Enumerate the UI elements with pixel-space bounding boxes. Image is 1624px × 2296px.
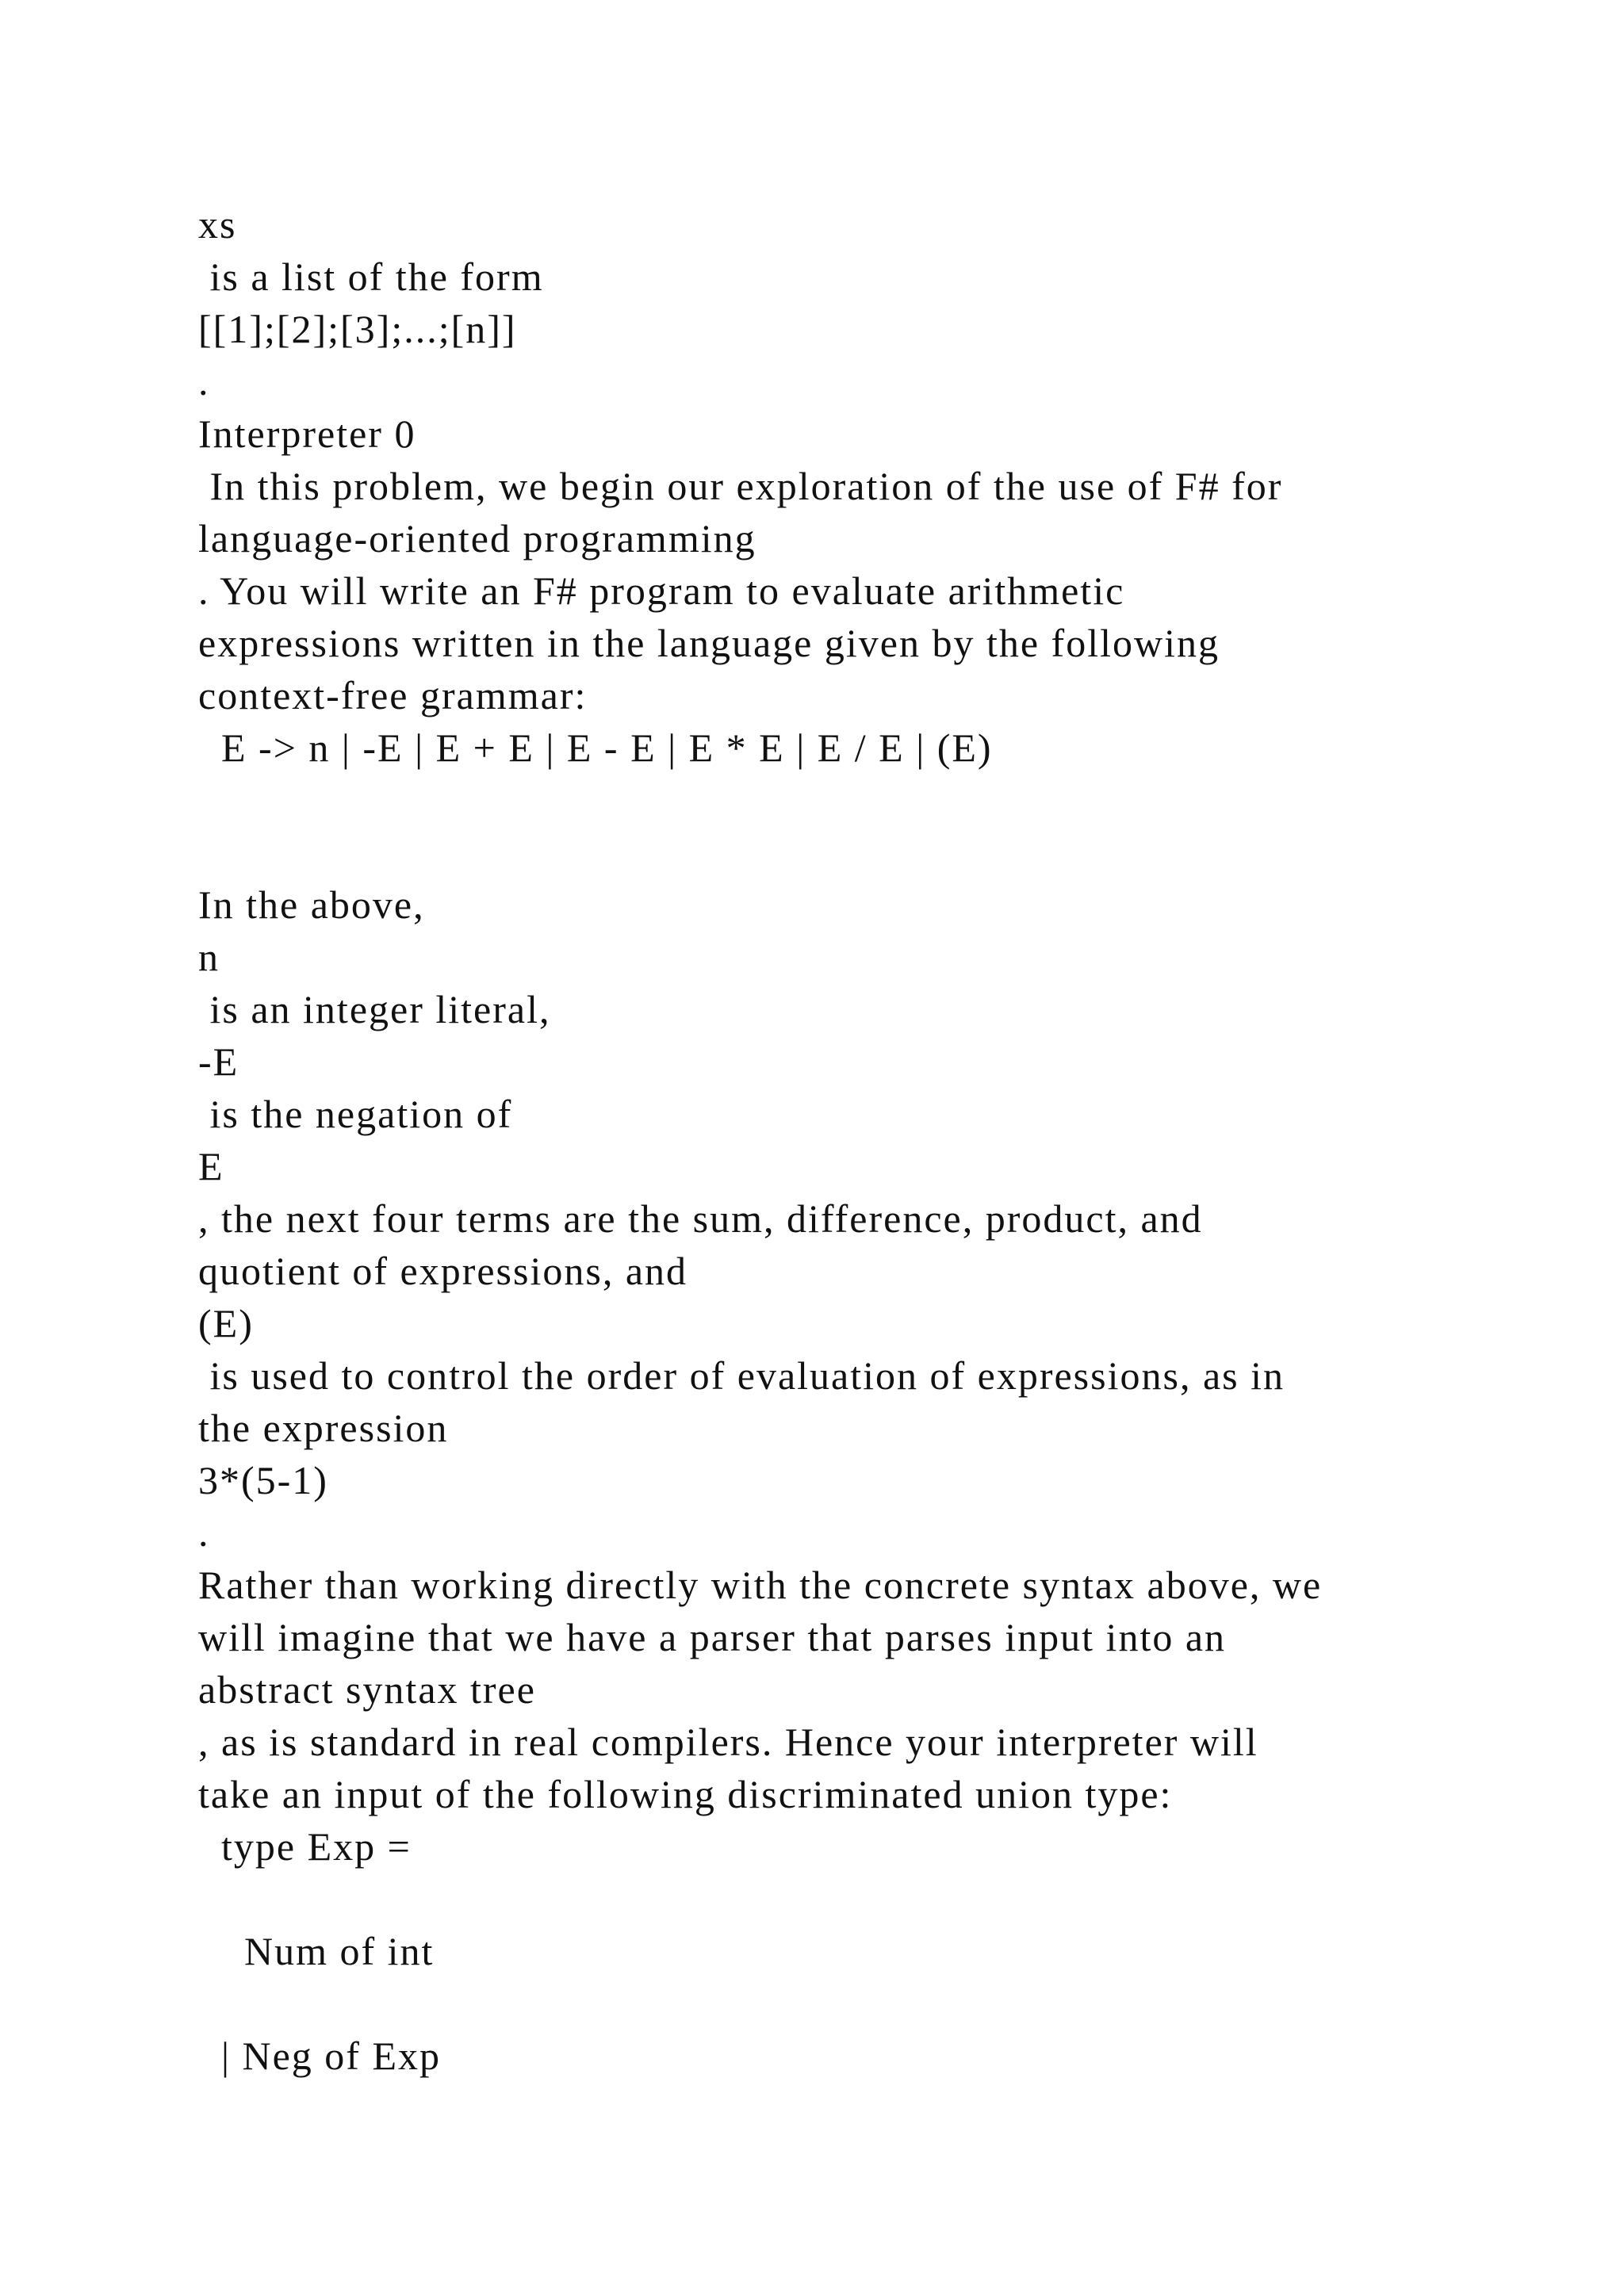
blank-line	[198, 1977, 1467, 2030]
text-line: , the next four terms are the sum, difference, product, and	[198, 1196, 1203, 1241]
text-line: . You will write an F# program to evaluate arithmetic	[198, 568, 1125, 613]
text-line: 3*(5-1)	[198, 1458, 328, 1502]
text-line-period: .	[198, 359, 210, 404]
grammar-rule: E -> n | -E | E + E | E - E | E * E | E / E | (E)	[198, 725, 993, 770]
text-line-list-form: is a list of the form	[198, 254, 544, 299]
text-line: quotient of expressions, and	[198, 1249, 688, 1293]
document-body	[198, 198, 1467, 2082]
text-line: is an integer literal,	[198, 987, 551, 1031]
text-line: the expression	[198, 1406, 449, 1450]
text-line: Rather than working directly with the concrete syntax above, we	[198, 1563, 1323, 1607]
code-line: type Exp =	[198, 1824, 412, 1869]
text-line: .	[198, 1510, 210, 1555]
text-line: In this problem, we begin our exploration of the use of F# for	[198, 464, 1283, 508]
text-line: language-oriented programming	[198, 516, 756, 561]
text-line: , as is standard in real compilers. Hence your interpreter will	[198, 1720, 1258, 1764]
text-line: expressions written in the language given by the following	[198, 621, 1220, 665]
text-line-xs: xs	[198, 202, 237, 247]
text-line: n	[198, 935, 220, 979]
text-line: is the negation of	[198, 1092, 513, 1136]
blank-line	[198, 826, 1467, 878]
text-line: In the above,	[198, 882, 425, 927]
blank-line	[198, 774, 1467, 826]
text-line: take an input of the following discriminated union type:	[198, 1772, 1173, 1816]
text-line: (E)	[198, 1301, 254, 1345]
text-line: is used to control the order of evaluation of expressions, as in	[198, 1353, 1285, 1398]
text-line: abstract syntax tree	[198, 1667, 536, 1712]
blank-line	[198, 1873, 1467, 1925]
text-line: context-free grammar:	[198, 673, 588, 718]
text-line: -E	[198, 1039, 239, 1084]
text-line-list-literal: [[1];[2];[3];...;[n]]	[198, 307, 517, 351]
section-heading-interpreter-0: Interpreter 0	[198, 411, 416, 456]
code-line: Num of int	[198, 1929, 435, 1973]
code-line: | Neg of Exp	[198, 2034, 442, 2078]
text-line: E	[198, 1144, 224, 1188]
text-line: will imagine that we have a parser that parses input into an	[198, 1615, 1227, 1659]
